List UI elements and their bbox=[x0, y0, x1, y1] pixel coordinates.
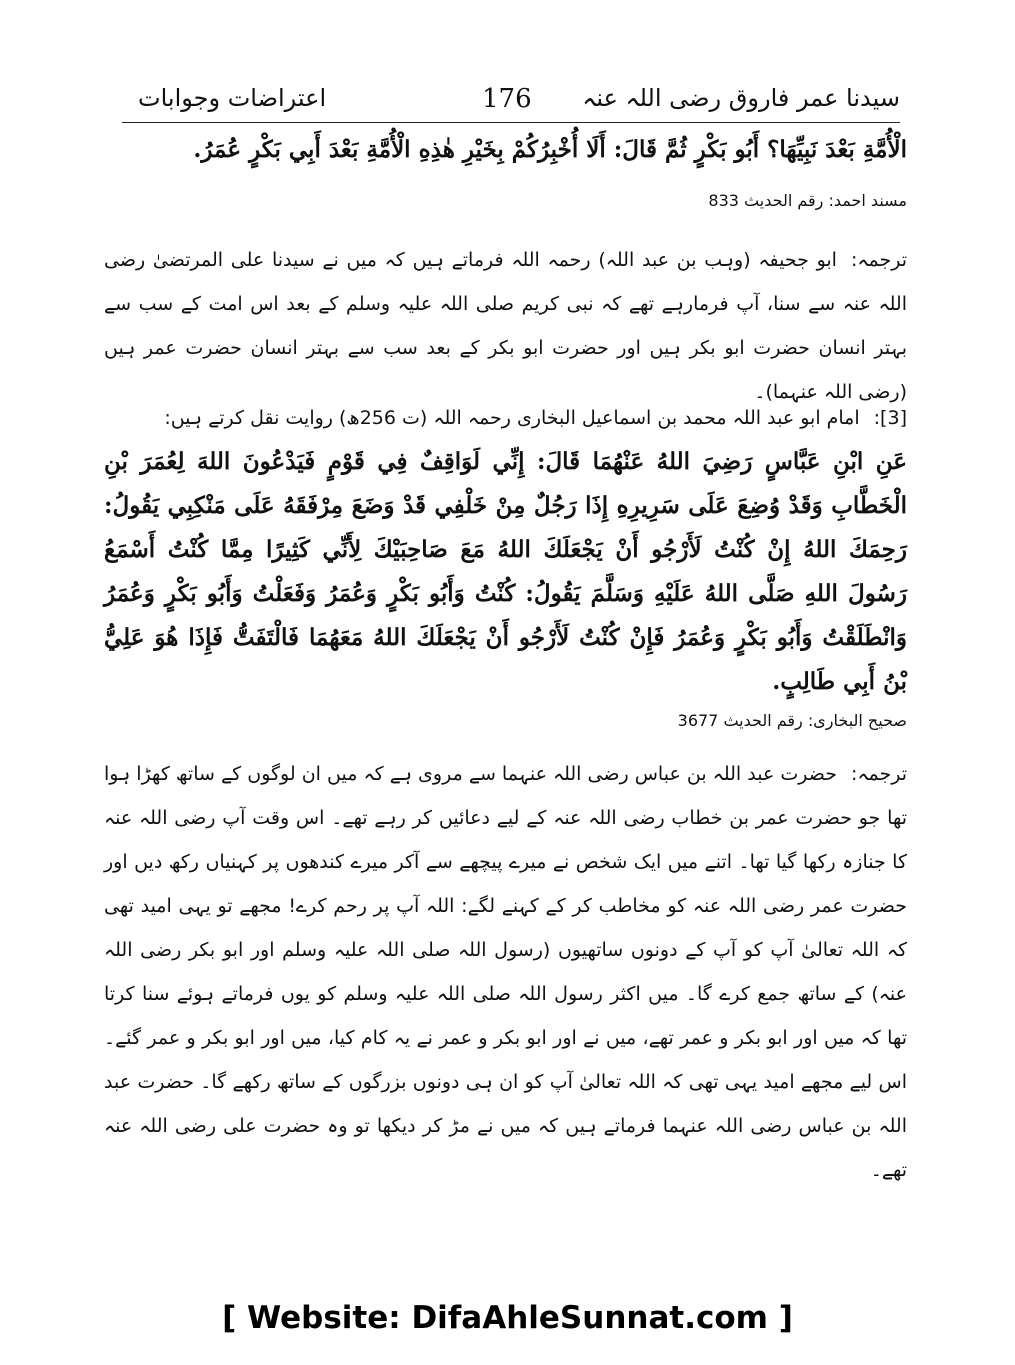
narration-number: [3]: bbox=[873, 407, 907, 429]
arabic-text-top: الْأُمَّةِ بَعْدَ نَبِيِّهَا؟ أَبُو بَكْرٍ ثُمَّ قَالَ: أَلَا أُخْبِرُكُمْ بِخَيْرِ هٰذِهِ الْأُمَّةِ بَعْدَ أَبِي بَكْرٍ عُمَرُ. bbox=[193, 136, 907, 163]
translation-text: حضرت عبد اللہ بن عباس رضی اللہ عنہما سے مروی ہے کہ میں ان لوگوں کے ساتھ کھڑا ہوا تھا جو حضرت عمر بن خطاب رضی اللہ عنہ کے لیے دعائیں کر رہے تھے۔ اس وقت آپ رضی اللہ عنہ کا جنازہ رکھا گیا تھا۔ اتنے میں ایک شخص نے میرے پیچھے سے آکر میرے کندھوں پر کہنیاں رکھ دیں اور حضرت عمر رضی اللہ عنہ کو مخاطب کر کے کہنے لگے: اللہ آپ پر رحم کرے! مجھے تو یہی امید تھی کہ اللہ تعالیٰ آپ کو آپ کے دونوں ساتھیوں (رسول اللہ صلی اللہ علیہ وسلم اور ابو بکر رضی اللہ عنہ) کے ساتھ جمع کرے گا۔ میں اکثر رسول اللہ صلی اللہ علیہ وسلم کو یوں فرماتے ہوئے سنا کرتا تھا کہ میں اور ابو بکر و عمر تھے، میں نے اور ابو بکر و عمر نے یہ کام کیا، میں اور ابو بکر و عمر گئے۔ اس لیے مجھے امید یہی تھی کہ اللہ تعالیٰ آپ کو ان ہی دونوں بزرگوں کے ساتھ رکھے گا۔ حضرت عبد اللہ بن عباس رضی اللہ عنہما فرماتے ہیں کہ میں نے مڑ کر دیکھا تو وہ حضرت علی رضی اللہ عنہ تھے۔ bbox=[104, 763, 907, 1181]
reference-musnad-ahmad: مسند احمد: رقم الحدیث 833 bbox=[708, 191, 907, 210]
page-header bbox=[122, 84, 900, 120]
narration-intro bbox=[104, 396, 907, 440]
translation-text: ابو جحیفہ (وہب بن عبد اللہ) رحمہ اللہ فرماتے ہیں کہ میں نے سیدنا علی المرتضیٰ رضی اللہ عنہ سے سنا، آپ فرمارہے تھے کہ نبی کریم صلی اللہ علیہ وسلم کے بعد اس امت کے سب سے بہتر انسان حضرت ابو بکر ہیں اور حضرت ابو بکر کے بعد سب سے بہتر انسان حضرت عمر ہیں (رضی اللہ عنہما)۔ bbox=[104, 249, 907, 403]
website-footer: [ Website: DifaAhleSunnat.com ] bbox=[222, 1300, 793, 1336]
header-rule bbox=[122, 122, 900, 123]
translation-2 bbox=[104, 752, 907, 1192]
reference-sahih-bukhari: صحیح البخاری: رقم الحدیث 3677 bbox=[677, 711, 907, 730]
arabic-hadith: عَنِ ابْنِ عَبَّاسٍ رَضِيَ اللهُ عَنْهُمَا قَالَ: إِنِّي لَوَاقِفٌ فِي قَوْمٍ فَيَدْعُونَ اللهَ لِعُمَرَ بْنِ الْخَطَّابِ وَقَدْ وُضِعَ عَلَى سَرِيرِهِ إِذَا رَجُلٌ مِنْ خَلْفِي قَدْ وَضَعَ مِرْفَقَهُ عَلَى مَنْكِبِي يَقُولُ: رَحِمَكَ اللهُ إِنْ كُنْتُ لَأَرْجُو أَنْ يَجْعَلَكَ اللهُ مَعَ صَاحِبَيْكَ لِأَنِّي كَثِيرًا مِمَّا كُنْتُ أَسْمَعُ رَسُولَ اللهِ صَلَّى اللهُ عَلَيْهِ وَسَلَّمَ يَقُولُ: كُنْتُ وَأَبُو بَكْرٍ وَعُمَرُ وَفَعَلْتُ وَأَبُو بَكْرٍ وَعُمَرُ وَانْطَلَقْتُ وَأَبُو بَكْرٍ وَعُمَرُ فَإِنْ كُنْتُ لَأَرْجُو أَنْ يَجْعَلَكَ اللهُ مَعَهُمَا فَالْتَفَتُّ فَإِذَا هُوَ عَلِيُّ بْنُ أَبِي طَالِبٍ. bbox=[104, 448, 907, 695]
page-number: 176 bbox=[482, 84, 532, 114]
translation-label: ترجمہ: bbox=[850, 249, 907, 271]
translation-1 bbox=[104, 238, 907, 414]
section-title: اعتراضات وجوابات bbox=[138, 84, 327, 112]
book-title: سیدنا عمر فاروق رضی اللہ عنہ bbox=[582, 84, 900, 112]
narration-intro-text: امام ابو عبد اللہ محمد بن اسماعیل البخاری رحمہ اللہ (ت 256ھ) روایت نقل کرتے ہیں: bbox=[164, 407, 860, 429]
translation-label: ترجمہ: bbox=[850, 763, 907, 785]
